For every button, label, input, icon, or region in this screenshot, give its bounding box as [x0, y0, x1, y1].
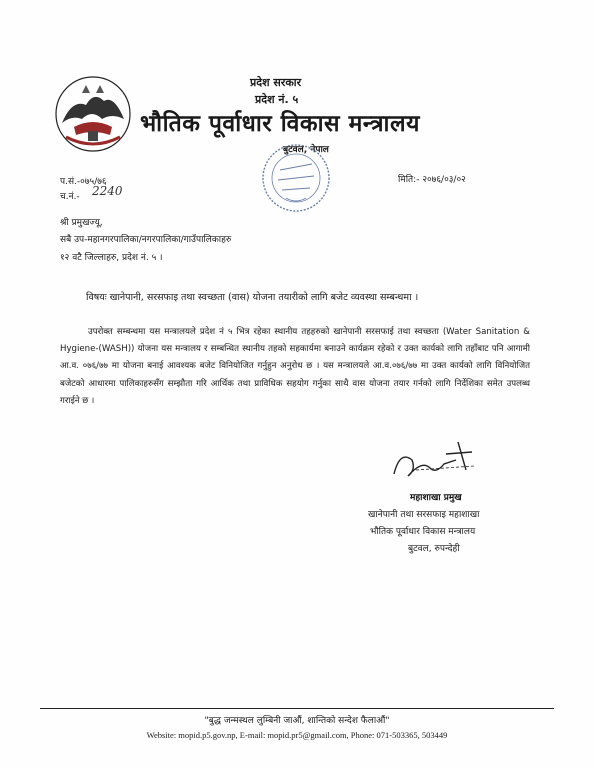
- footer-motto: "बुद्ध जन्मस्थल लुम्बिनी जाऔं, शान्तिको सन्देश फैलाऔं": [204, 716, 390, 726]
- nepal-emblem-icon: [52, 73, 134, 155]
- addressee-districts: १२ वटै जिल्लाहरु, प्रदेश नं. ५ ।: [60, 253, 163, 263]
- reference-number: प.सं.-०७५/७६: [60, 177, 107, 187]
- dispatch-number-label: च.नं.-: [60, 192, 80, 202]
- signatory-place: बुटवल, रुपन्देही: [408, 544, 460, 554]
- letter-body: [60, 324, 530, 410]
- signatory-ministry: भौतिक पूर्वाधार विकास मन्त्रालय: [370, 527, 476, 537]
- body-paragraph: उपरोक्त सम्बन्धमा यस मन्त्रालयले प्रदेश नं ५ भित्र रहेका स्थानीय तहहरुको खानेपानी सरसफाई तथा स्वच्छता (Water Sanitation & Hygiene-(WASH)) योजना यस मन्त्रालय र सम्बन्धित स्थानीय तहको सहकार्यमा बनाउने कार्यक्रम रहेको र उक्त कार्यको लागि तहाँबाट पनि आगामी आ.व. ०७६/७७ मा योजना बनाई आवश्यक बजेट विनियोजित गर्नुहुन अनुरोध छ । यस मन्त्रालयले आ.व.०७६/७७ मा उक्त कार्यको लागि विनियोजित बजेटको आधारमा पालिकाहरुसँग सम्झौता गरि आर्थिक तथा प्राविधिक सहयोग गर्नुका साथै वास योजना तयार गर्नको लागि निर्देशिका समेत उपलब्ध गराईने छ ।: [60, 327, 530, 406]
- addressee-municipalities: सबै उप-महानगरपालिका/नगरपालिका/गाउँपालिकाहरु: [60, 235, 232, 245]
- letterhead-ministry-title: भौतिक पूर्वाधार विकास मन्त्रालय: [140, 111, 420, 137]
- footer-divider: [40, 708, 554, 709]
- signatory-title: महाशाखा प्रमुख: [410, 493, 462, 503]
- letter-date: मिति:- २०७६/०३/०२: [398, 175, 466, 185]
- signatory-division: खानेपानी तथा सरसफाइ महाशाखा: [368, 510, 480, 520]
- letterhead-government: प्रदेश सरकार: [250, 76, 302, 89]
- letterhead-province: प्रदेश नं. ५: [255, 93, 299, 106]
- dispatch-number-handwritten: 2240: [92, 184, 123, 198]
- letterhead-location: बुटवल, नेपाल: [283, 145, 329, 155]
- footer-contact: Website: mopid.p5.gov.np, E-mail: mopid.pr5@gmail.com, Phone: 071-503365, 503449: [146, 730, 448, 740]
- letter-subject: विषयः खानेपानी, सरसफाइ तथा स्वच्छता (वास) योजना तयारीको लागि बजेट व्यवस्था सम्बन्धमा ।: [86, 292, 419, 303]
- official-stamp-icon: [258, 140, 334, 216]
- signature-icon: [386, 430, 481, 490]
- addressee-salutation: श्री प्रमुखज्यू,: [60, 218, 103, 228]
